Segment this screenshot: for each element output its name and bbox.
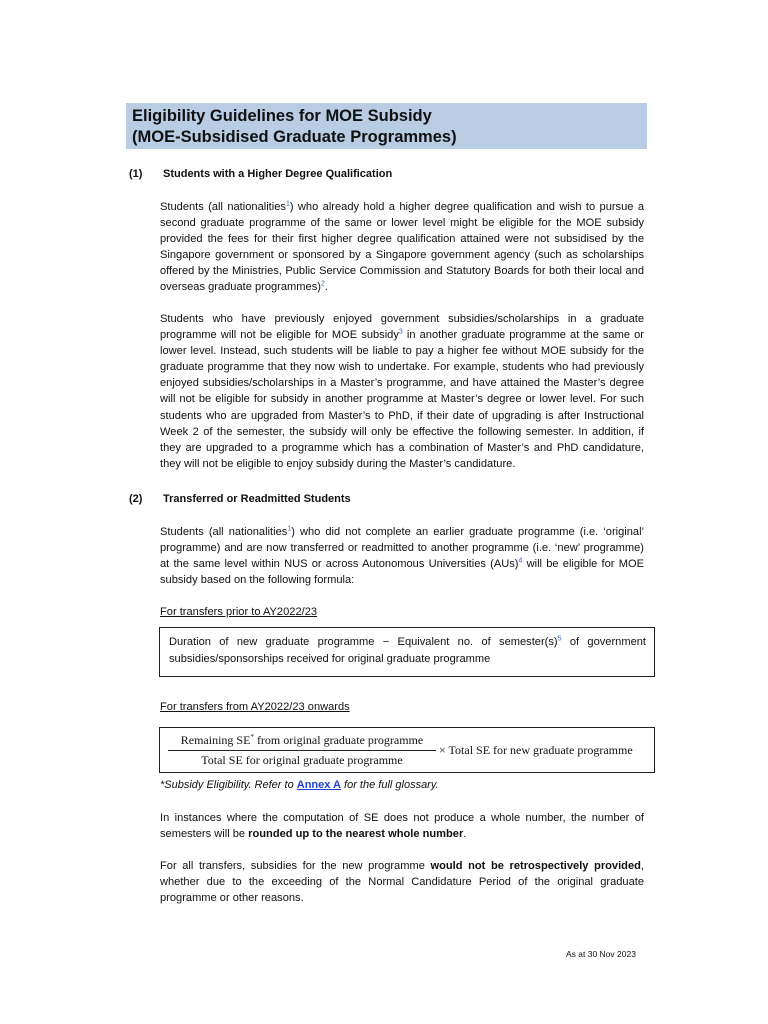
section-2-paragraph-2: In instances where the computation of SE does not produce a whole number, the number of semesters will be rounded up to the nearest whole number. <box>160 812 644 841</box>
footnote-ref-3[interactable]: 3 <box>398 328 403 336</box>
section-1-number: (1) <box>129 168 143 180</box>
transfers-onwards-heading: For transfers from AY2022/23 onwards <box>160 701 350 713</box>
section-2-paragraph-3: For all transfers, subsidies for the new programme would not be retrospectively provided, whether due to the exceeding of the Normal Candidature Period of the original graduate programme or other reasons. <box>160 860 644 905</box>
section-2-number: (2) <box>129 493 143 505</box>
section-1-paragraph-2: Students who have previously enjoyed government subsidies/scholarships in a graduate programme will not be eligible for MOE subsidy$^3$ in another graduate programme at the same or lower level. Instead, such students will be liable to pay a higher fee without MOE subsidy for the graduate programme that they now wish to undertake. For example, students who had previously enjoyed subsidies/scholarships in a Master’s programme, and have attained the Master’s degree will not be eligible for subsidy in another programme at Master’s degree or lower level. For such students who are upgraded from Master’s to PhD, if their date of upgrading is after Instructional Week 2 of the semester, the subsidy will only be effective the following semester. In addition, if they are upgraded to a programme which has a combination of Master’s and PhD candidature, they will not be eligible to enjoy subsidy during the Master’s candidature. <box>160 313 644 470</box>
section-1-paragraph-1: Students (all nationalities$^1$) who already hold a higher degree qualification and wish to pursue a second graduate programme of the same or lower level might be eligible for the MOE subsidy provided the fees for their first higher degree qualification attained were not subsidised by the Singapore government or sponsored by a Singapore government agency (such as scholarships offered by the Ministries, Public Service Commission and Statutory Boards for both their local and overseas graduate programmes)$^2$. <box>160 200 644 294</box>
formula-prior-box: Duration of new graduate programme − Equivalent no. of $semester(s)^5$ of government subsidies/sponsorships received for original graduate programme <box>159 627 655 677</box>
footnote-ref-1[interactable]: 1 <box>285 200 290 208</box>
title-line-2: (MOE-Subsidised Graduate Programmes) <box>132 128 457 146</box>
section-2-heading: Transferred or Readmitted Students <box>163 493 351 505</box>
section-2-paragraph-1: Students (all nationalities$^1$) who did not complete an earlier graduate programme (i.e. ‘original’ programme) and are now transferred or readmitted to another programme (i.e. ‘new’ programme) at the same level within NUS or across Autonomous Universities (AUs)$^4$ will be eligible for MOE subsidy based on the following formula: <box>160 525 645 587</box>
formula-onwards-box <box>159 727 655 773</box>
se-footnote: *Subsidy Eligibility. Refer to Annex A for the full glossary. <box>160 779 439 791</box>
footnote-ref-5[interactable]: 5 <box>557 635 562 643</box>
footer-date: As at 30 Nov 2023 <box>566 949 636 959</box>
title-line-1: Eligibility Guidelines for MOE Subsidy <box>132 107 432 125</box>
footnote-ref-4[interactable]: 4 <box>518 557 523 565</box>
footnote-ref-1b[interactable]: 1 <box>287 525 292 533</box>
footnote-ref-2[interactable]: 2 <box>320 280 325 288</box>
fraction-multiplier: × Total SE for new graduate programme <box>439 743 633 757</box>
title-banner <box>126 103 647 149</box>
transfers-prior-heading: For transfers prior to AY2022/23 <box>160 606 318 618</box>
fraction-denominator: Total SE for original graduate programme <box>201 753 403 767</box>
annex-a-link[interactable]: Annex A <box>296 779 341 791</box>
section-1-heading: Students with a Higher Degree Qualification <box>163 168 393 180</box>
fraction <box>168 733 436 768</box>
fraction-numerator: Remaining SE* from original graduate programme <box>168 733 436 751</box>
